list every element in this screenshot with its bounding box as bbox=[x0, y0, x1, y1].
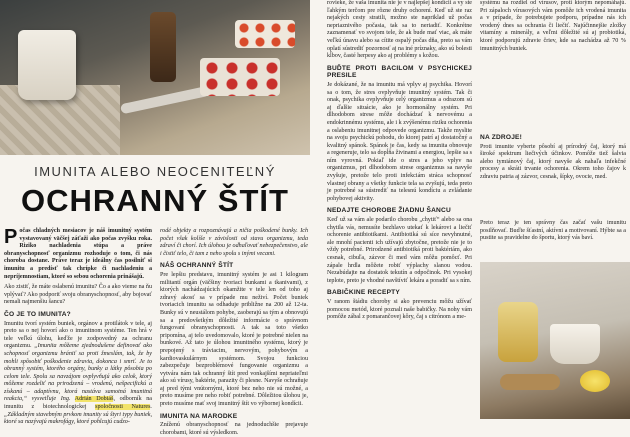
section-heading: ČO JE TO IMUNITA? bbox=[4, 310, 71, 318]
article-column-4-closing bbox=[480, 220, 626, 260]
highlighted-name: Adrián Dobiáš bbox=[74, 396, 114, 403]
pills-blister-image-2 bbox=[235, 20, 295, 48]
paragraph: Ako zistiť, že máte oslabenú imunitu? Čo a ako vieme na ňu vplývať? Ako podporiť svoju obranyschopnosť, aby bojovať nemali najmenšiu šancu? bbox=[4, 284, 152, 306]
section-heading: NEDAJTE CHOROBE ŽIADNU ŠANCU bbox=[327, 207, 451, 215]
paragraph: rovieke, že vaša imunita nie je v najlepšej kondícii a vy ste ľahkým terčom pre rôzne druhy ochorení. Keď už ste raz nejakých cesty stratili, možno ste napriklad už počas nepriaznivého počasia, tak sa to neriadiť. Konkrétne zaznamenať vo svojom tele, že ak bude mať viac, ak máte veľkú únavu alebo sa cítite ospalý počas dňa, preto sa vám oplatí sústrediť pozornosť aj na iné príznaky, ako sú bolesti kĺbov, časté herpesy ako aj problémy s kožou. bbox=[327, 0, 472, 60]
article-title: OCHRANNÝ ŠTÍT bbox=[21, 183, 289, 218]
highlighted-company: spoločnosti Natures bbox=[95, 404, 151, 411]
article-kicker: IMUNITA ALEBO NEOCENITEĽNÝ bbox=[34, 164, 276, 179]
ginger-image bbox=[500, 374, 560, 390]
article-column-2 bbox=[160, 228, 308, 436]
section-heading: NÁŠ OCHRANNÝ ŠTÍT bbox=[160, 262, 234, 270]
pills-blister-image bbox=[200, 58, 280, 96]
tea-cup-image bbox=[550, 324, 600, 364]
article-column-1 bbox=[4, 226, 152, 426]
dropcap: P bbox=[4, 226, 18, 248]
section-heading: IMUNITA NA MARODKE bbox=[160, 412, 238, 420]
article-column-4-section bbox=[480, 130, 626, 220]
paragraph: Je dokázané, že na imunitu má vplyv aj psychika. Hovorí sa o tom, že stres ovplyvňuje imunitný systém. Tak či onak, psychika ovplyvňuje celý organizmus a odrazom sú aj ďalšie situácie, ako je hormonálny systém. Pri dlhodobom strese môže dochádzať k nervovému a endokrinnému systému, ale i k zvýšenému riziku ochorenia a oslabeniu imunitnej odpovede organizmu. Takže myslite na svoju psychickú pohodu, do ktorej patrí aj dostatočný a kvalitný spánok. Spánok je čas, kedy sa imunita obnovuje a regeneruje, telo sa dopĺňa živinami a energiou, lepšie sa s ním vyrovná. Pokiaľ ide o stres a jeho vplyv na organizmus, pri dlhodobom strese organizmus sa navyše zvyšuje, pretože telo proti infekciám stráca schopnosť vlastnej obrany a všetky funkcie tela sa zvyšujú, teda preto je potrebné sa sústrediť na telesnú kondíciu a zvládanie pohybovej aktivity. bbox=[327, 81, 472, 202]
paragraph: Pre lepšiu predstavu, imunitný systém je asi 1 kilogram militantí orgán (väčšiny tvoriaci bunkami a tkanivami), z ktorých nachádzajúcich okamžite v tele len od toho aj zdravý akosť sa v prípade mu neživí. Počet buniek tvoriacich imunitu sa odhaduje približne na 200 až 12-ta. Bunky sú v neustálom pohybe, zaoberajú sa tým a obnovujú sa a predovšetkým dôležité informácie o správnom fungovaní obranyschopnosti. A tak sa toto všetko pripomína, aj telo uvedomovalo, ktoré je potrebné nielen na bunkové. Až tato je úlohou imunitného systému, ktorý je prepojený s tráviacim, nervovým, pohybovým a kardiovaskulárnym systémom. Svojou funkciou zabezpečuje bezproblémové fungovanie organizmu a vytvára nám tak ochranný štít pred vonkajšími nepriateľmi ako sú vírusy, baktérie, parazity či plesne. Navyše ochraňuje aj pred tými vnútornými, ktoré bez neho nie sú možné, a preto musíme pre neho robiť potrebné. Dôležitou úlohou je, preto musíme mať svoj imunitný štít vo výbornej kondícii. bbox=[160, 271, 308, 408]
lemon-image bbox=[580, 370, 610, 392]
paragraph: Proti imunite vyberte pôsobí aj prírodný čaj, ktorý má široké spektrum liečivých účinkov. Pomôže tiež šalvia alebo tymiánový čaj, ktorý navyše ak nahaľa infekčné procesy a skráti trvanie ochorenia. Okrem toho čajov k zdraviu patria aj zázvor, cesnak, šípky, ovocie, med. bbox=[480, 143, 626, 180]
paragraph: systému na rozdiel od vírusov, proti ktorým nepomáhajú. Pri zápaloch vírusových vám pomôže ich vrodená imunita a v prípade, že potrebujete podporu, prípadne nás ich vrodený dnes sa ochrania či liečiť. Najúčinnejšie zložky vitamíny a minerály, a veľmi dôležité sú aj probiotiká, ktoré podporujú zdravie čriev, kde sa nachádza až 70 % imunitných buniek. bbox=[480, 0, 626, 52]
paragraph: rodé objekty a rozpoznávajú a ničia poškodené bunky. Ich počet však kolíše v závislosti od stavu organizmu, teda zdraví či chorí. Ich úlohou je odhaľovať nebezpečenstvo, ale i čistiť telo, či tam z neho spolu s inými vecami. bbox=[160, 228, 308, 257]
article-column-4 bbox=[480, 0, 626, 130]
honey-jar-image bbox=[498, 302, 538, 362]
paragraph: Preto teraz je ten správny čas začať vašu imunitu posilňovať. Buďte šťastní, aktívni a motivovaní. Hýbte sa a pustite sa pravidelne do športu, ktorý vás baví. bbox=[480, 220, 626, 242]
paragraph: V ranom štádiu choroby si ako prevenciu môžu užívať pomocou metód, ktoré poznali naše babičky. Na nohy vám pomôže zábal z pomarančovej kôry, čaj s citrónom a me- bbox=[327, 298, 472, 321]
bottle-image bbox=[150, 12, 176, 82]
spoon-image bbox=[120, 86, 210, 114]
section-heading: BUĎTE PROTI BACILOM V PSYCHICKEJ PRESILE bbox=[327, 64, 472, 80]
section-heading: BABIČKINE RECEPTY bbox=[327, 289, 401, 297]
paragraph: Zníženú obranyschopnosť na jednoduchšie prejavuje chorobami, ktoré sú výsledkom. bbox=[160, 422, 308, 436]
paragraph: Imunitu tvorí systém buniek, orgánov a protilátok v tele, aj preto sa o nej hovorí ako o imunitnom systéme. Ten hrá v tele veľkú úlohu, keďže je zodpovedný za ochranu organizmu. „Imunita môžeme zjednodušene definovať ako schopnosť organizmu brániť sa proti žmeslám, tak, že by mohli spôsobiť poškodenie zdravia, dokonca i smrť. Je to obranný systém, ktorého orgány, bunky a látky pôsobia po celom tele. Spolu sa navzájom ovplyvňujú ako celok, ktorý môžeme rozdeliť na prirodzenú – vrodenú, nešpecifickú a získanú – adaptívnu, ktorá nastáva samotná imunitná reakcia,“ vysvetľuje Ing. Adrián Dobiáš, odborník na imunitu z biotechnologickej spoločnosti Natures. „Základným stavebným prvkom imunity sú štyri typy buniek, ktoré sa nazývajú makrofágy, ktoré pohlcujú cudzo- bbox=[4, 320, 152, 426]
section-heading: NA ZDROJE! bbox=[480, 134, 523, 141]
tea-photo bbox=[480, 262, 630, 419]
article-column-3 bbox=[327, 0, 472, 419]
paragraph: Keď už sa vám ale podarilo chorobu „chytiť“ alebo sa ona chytila vás, nemusíte bezhlavo utekať k lekárovi a liečiť ochorenie antibiotikami. Antibiotiká sú síce nevyhnutné, ale mnohí pacienti ich užívajú zbytočne, pretože nie je to vždy potrebné. Prirodzené antibiotiká proti baktériám, ako cesnak, cibuľa, zázvor či med vám môžu pomôcť. Pri zápale hrdla môžete robiť výplachy slanou vodou. Nezabúdajte na dostatok tekutín a odpočinok. Pri vysokej teplote, preto je vhodné navštíviť lekára a poradiť sa s ním. bbox=[327, 217, 472, 284]
hero-photo bbox=[0, 0, 310, 155]
intro-paragraph: Počas chladných mesiacov je náš imunitný systém vystavovaný väčšej záťaži ako počas zvyšku roka. Riziko nachladenia stúpa a práve obranyschopnosť organizmu rozhoduje o tom, či nás choroba dostane. Práve teraz je ideálny čas posilniť si imunitu a predísť tak chrípke či nachladeniu a nepríjemnostiam, ktoré so sebou ochorenia prinášajú. bbox=[4, 226, 152, 280]
mug-image bbox=[18, 30, 76, 100]
